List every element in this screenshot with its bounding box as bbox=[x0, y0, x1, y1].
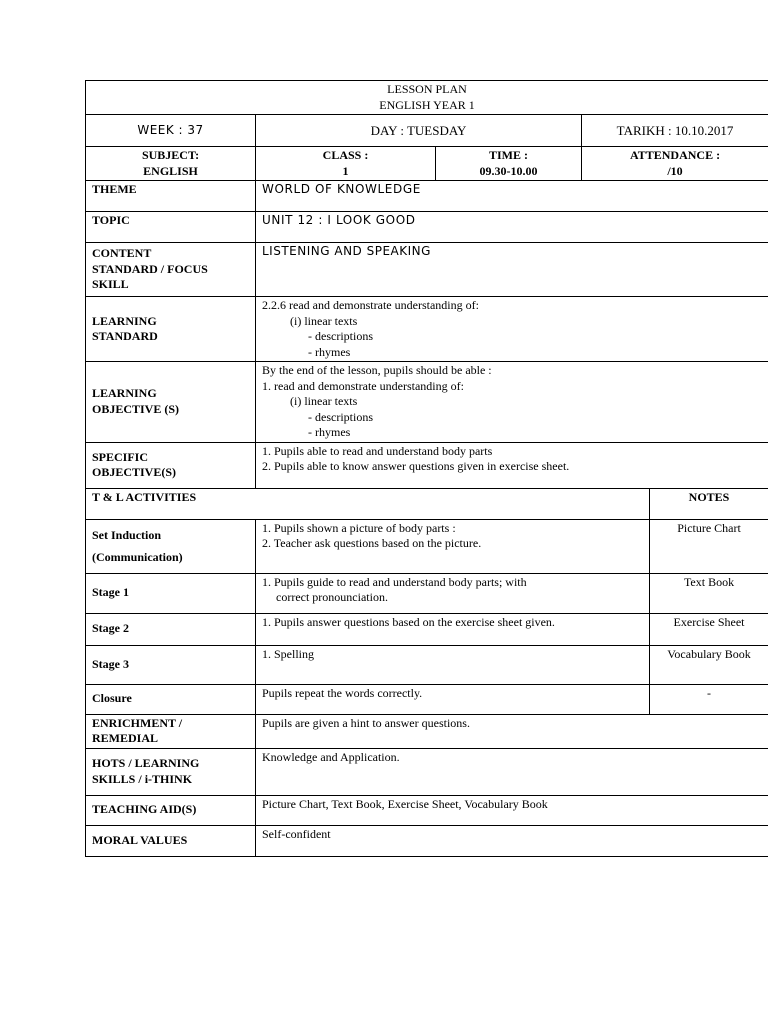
activity-content-set-induction bbox=[256, 519, 650, 573]
activity-note: Exercise Sheet bbox=[650, 613, 768, 645]
content-standard-label-2: STANDARD / FOCUS bbox=[92, 261, 208, 276]
activity-line: 1. Spelling bbox=[262, 646, 315, 661]
time-cell bbox=[436, 147, 582, 181]
time-label: TIME : bbox=[489, 148, 528, 162]
attendance-cell bbox=[582, 147, 768, 181]
learning-objective-label-2: OBJECTIVE (S) bbox=[92, 401, 180, 416]
moral-values-value: Self-confident bbox=[256, 825, 768, 856]
activity-label-closure: Closure bbox=[86, 684, 256, 714]
learning-objective-value bbox=[256, 362, 768, 443]
theme-value: WORLD OF KNOWLEDGE bbox=[256, 181, 768, 212]
activity-label-line: (Communication) bbox=[92, 550, 183, 564]
enrichment-label bbox=[86, 714, 256, 748]
subject-value: ENGLISH bbox=[143, 163, 198, 178]
specific-objective-line: 1. Pupils able to read and understand body parts bbox=[262, 443, 493, 458]
activity-content-stage-3 bbox=[256, 645, 650, 684]
subject-label: SUBJECT: bbox=[141, 148, 200, 162]
activity-note: Picture Chart bbox=[650, 519, 768, 573]
hots-label-2: SKILLS / i-THINK bbox=[92, 771, 193, 786]
topic-label: TOPIC bbox=[86, 212, 256, 243]
moral-values-label: MORAL VALUES bbox=[86, 825, 256, 856]
content-standard-label bbox=[86, 243, 256, 297]
learning-objective-line: - rhymes bbox=[308, 425, 351, 439]
learning-standard-label bbox=[86, 297, 256, 362]
learning-standard-line: 2.2.6 read and demonstrate understanding of: bbox=[262, 298, 479, 312]
content-standard-label-1: CONTENT bbox=[92, 246, 152, 261]
activity-line: 1. Pupils answer questions based on the exercise sheet given. bbox=[262, 614, 555, 629]
specific-objective-line: 2. Pupils able to know answer questions given in exercise sheet. bbox=[262, 459, 570, 473]
learning-standard-label-2: STANDARD bbox=[92, 329, 158, 343]
class-cell bbox=[256, 147, 436, 181]
activity-line: 2. Teacher ask questions based on the picture. bbox=[262, 536, 482, 550]
attendance-label: ATTENDANCE : bbox=[629, 148, 721, 162]
title-cell bbox=[86, 81, 768, 115]
activity-label-stage-3: Stage 3 bbox=[86, 645, 256, 684]
enrichment-label-1: ENRICHMENT / bbox=[92, 715, 183, 730]
time-value: 09.30-10.00 bbox=[479, 163, 538, 178]
specific-objective-label bbox=[86, 442, 256, 488]
hots-value: Knowledge and Application. bbox=[256, 748, 768, 795]
activity-line: 1. Pupils guide to read and understand body parts; with bbox=[262, 574, 527, 589]
activity-label-set-induction bbox=[86, 519, 256, 573]
learning-objective-line: - descriptions bbox=[308, 409, 373, 424]
learning-standard-line: (i) linear texts bbox=[290, 313, 358, 328]
teaching-aids-value: Picture Chart, Text Book, Exercise Sheet, Vocabulary Book bbox=[256, 795, 768, 825]
content-standard-label-3: SKILL bbox=[92, 277, 129, 292]
activity-line: correct pronounciation. bbox=[276, 590, 388, 604]
hots-label-1: HOTS / LEARNING bbox=[92, 756, 200, 770]
learning-objective-label bbox=[86, 362, 256, 443]
learning-standard-line: - descriptions bbox=[308, 329, 373, 343]
specific-objective-label-2: OBJECTIVE(S) bbox=[92, 465, 177, 479]
activity-note: Text Book bbox=[650, 573, 768, 613]
learning-standard-label-1: LEARNING bbox=[92, 313, 157, 328]
activity-label-stage-1: Stage 1 bbox=[86, 573, 256, 613]
content-standard-value: LISTENING AND SPEAKING bbox=[256, 243, 768, 297]
title-line-1: LESSON PLAN bbox=[387, 82, 467, 96]
teaching-aids-label: TEACHING AID(S) bbox=[86, 795, 256, 825]
activity-note: Vocabulary Book bbox=[650, 645, 768, 684]
learning-objective-label-1: LEARNING bbox=[92, 386, 157, 401]
activity-note: - bbox=[650, 684, 768, 714]
topic-value: UNIT 12 : I LOOK GOOD bbox=[256, 212, 768, 243]
activities-header: T & L ACTIVITIES bbox=[86, 488, 650, 519]
notes-header: NOTES bbox=[650, 488, 768, 519]
lesson-plan-table bbox=[85, 80, 768, 857]
activity-line: Pupils repeat the words correctly. bbox=[262, 685, 423, 700]
learning-standard-value bbox=[256, 297, 768, 362]
specific-objective-value bbox=[256, 442, 768, 488]
week-cell: WEEK : 37 bbox=[86, 115, 256, 147]
subject-cell bbox=[86, 147, 256, 181]
hots-label bbox=[86, 748, 256, 795]
activity-line: 1. Pupils shown a picture of body parts : bbox=[262, 520, 456, 535]
class-value: 1 bbox=[342, 163, 349, 178]
theme-label: THEME bbox=[86, 181, 256, 212]
attendance-value: /10 bbox=[667, 163, 683, 178]
title-line-2: ENGLISH YEAR 1 bbox=[379, 97, 475, 112]
tarikh-cell: TARIKH : 10.10.2017 bbox=[582, 115, 768, 147]
activity-content-stage-1 bbox=[256, 573, 650, 613]
learning-standard-line: - rhymes bbox=[308, 344, 351, 359]
class-label: CLASS : bbox=[322, 148, 369, 162]
day-cell: DAY : TUESDAY bbox=[256, 115, 582, 147]
learning-objective-line: (i) linear texts bbox=[290, 394, 358, 408]
enrichment-label-2: REMEDIAL bbox=[92, 731, 159, 745]
activity-label-line: Set Induction bbox=[92, 528, 162, 542]
learning-objective-line: By the end of the lesson, pupils should be able : bbox=[262, 363, 492, 377]
learning-objective-line: 1. read and demonstrate understanding of: bbox=[262, 378, 464, 393]
specific-objective-label-1: SPECIFIC bbox=[92, 449, 149, 464]
activity-label-stage-2: Stage 2 bbox=[86, 613, 256, 645]
activity-content-closure bbox=[256, 684, 650, 714]
activity-content-stage-2 bbox=[256, 613, 650, 645]
enrichment-value: Pupils are given a hint to answer questions. bbox=[256, 714, 768, 748]
